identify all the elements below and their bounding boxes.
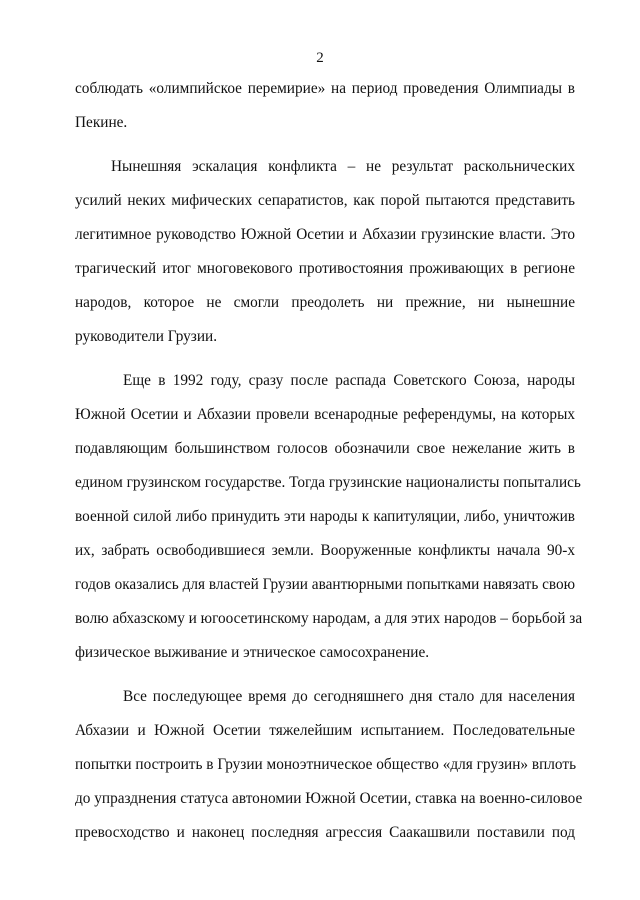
paragraph-line: попытки построить в Грузии моноэтническое общество «для грузин» вплоть xyxy=(75,756,577,773)
paragraph-line: Еще в 1992 году, сразу после распада Советского Союза, народы xyxy=(123,372,575,389)
paragraph-spacing xyxy=(75,670,575,680)
paragraph-line: усилий неких мифических сепаратистов, как порой пытаются представить xyxy=(75,192,575,209)
paragraph-spacing xyxy=(75,140,575,150)
paragraph-line: народов, которое не смогли преодолеть ни прежние, ни нынешние xyxy=(75,294,575,311)
paragraph-line: руководители Грузии. xyxy=(75,328,218,345)
paragraph-line: трагический итог многовекового противостояния проживающих в регионе xyxy=(75,260,575,277)
paragraph-4 xyxy=(75,680,583,850)
paragraph-line: физическое выживание и этническое самосохранение. xyxy=(75,644,430,661)
paragraph-spacing xyxy=(75,354,575,364)
paragraph-line: подавляющим большинством голосов обозначили свое нежелание жить в xyxy=(75,440,575,457)
page-number: 2 xyxy=(316,50,324,66)
paragraph-line: их, забрать освободившиеся земли. Вооруженные конфликты начала 90-х xyxy=(75,542,575,559)
paragraph-line: соблюдать «олимпийское перемирие» на период проведения Олимпиады в xyxy=(75,80,575,97)
paragraph-line: Абхазии и Южной Осетии тяжелейшим испытанием. Последовательные xyxy=(75,722,575,739)
paragraph-line: до упразднения статуса автономии Южной Осетии, ставка на военно-силовое xyxy=(75,790,583,807)
paragraph-3 xyxy=(75,364,583,670)
paragraph-2 xyxy=(75,150,575,354)
paragraph-line: Южной Осетии и Абхазии провели всенародные референдумы, на которых xyxy=(75,406,575,423)
paragraph-line: превосходство и наконец последняя агрессия Саакашвили поставили под xyxy=(75,824,575,841)
paragraph-line: волю абхазскому и югоосетинскому народам, а для этих народов – борьбой за xyxy=(75,610,583,627)
paragraph-line: годов оказались для властей Грузии авантюрными попытками навязать свою xyxy=(75,576,576,593)
paragraph-line: Нынешняя эскалация конфликта – не результат раскольнических xyxy=(111,158,575,175)
document-body xyxy=(75,72,583,850)
paragraph-line: Пекине. xyxy=(75,114,128,131)
paragraph-line: Все последующее время до сегодняшнего дня стало для населения xyxy=(123,688,575,705)
paragraph-line: легитимное руководство Южной Осетии и Абхазии грузинские власти. Это xyxy=(75,226,575,243)
paragraph-line: едином грузинском государстве. Тогда грузинские националисты попытались xyxy=(75,474,581,491)
paragraph-1 xyxy=(75,72,575,140)
paragraph-line: военной силой либо принудить эти народы к капитуляции, либо, уничтожив xyxy=(75,508,575,525)
